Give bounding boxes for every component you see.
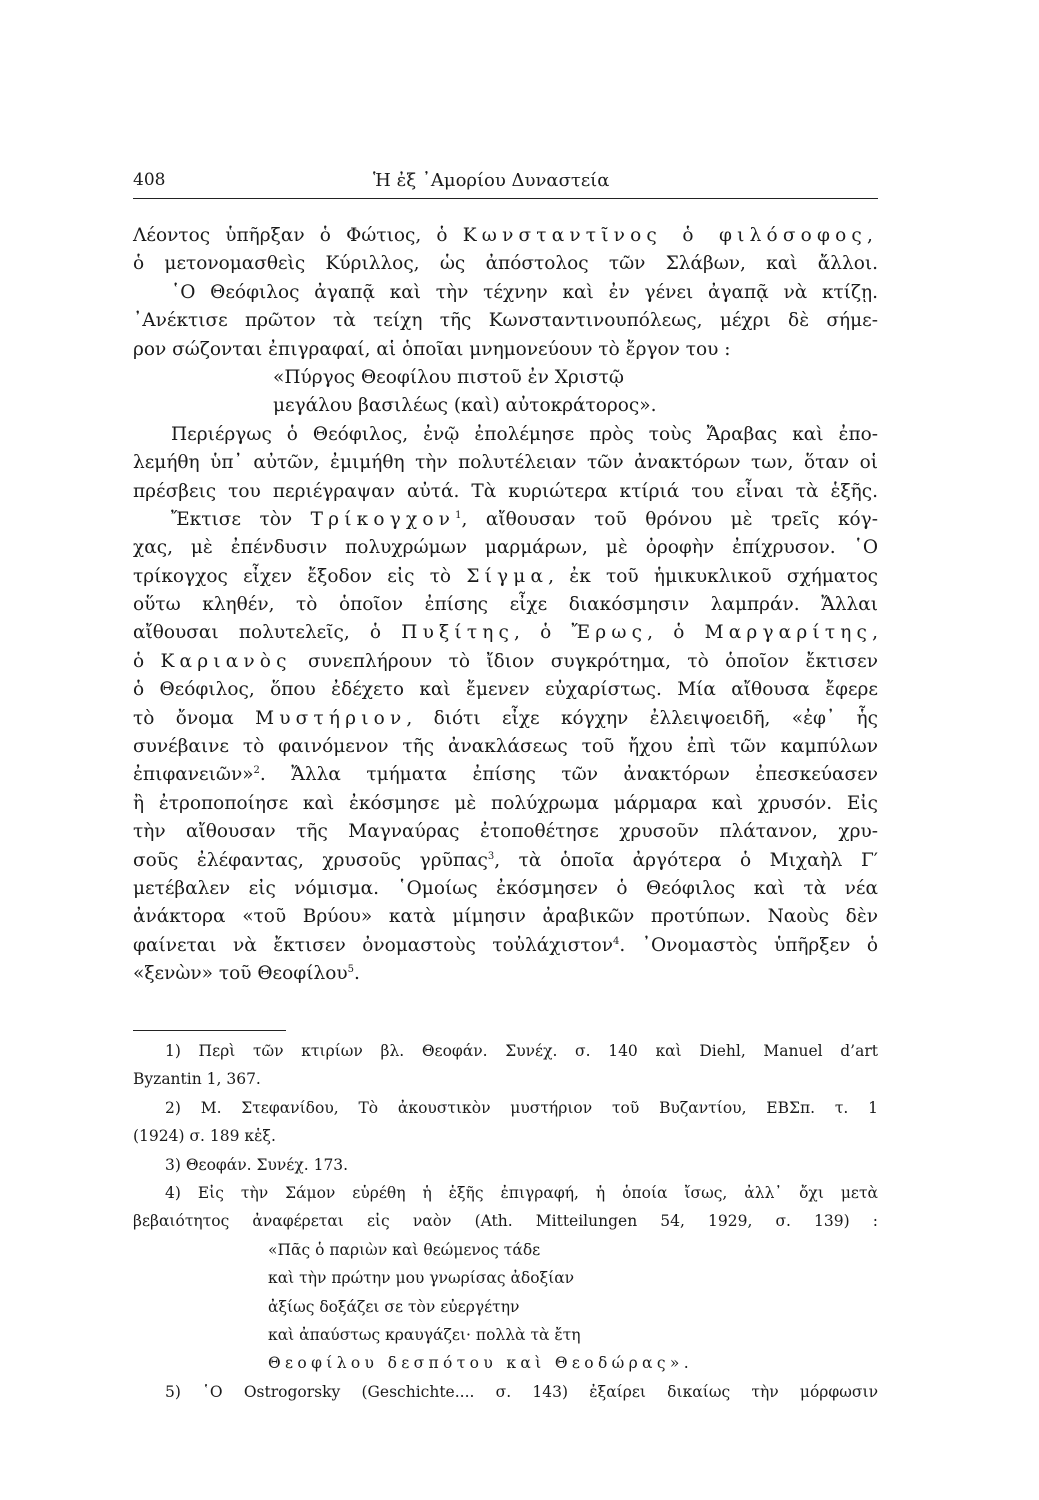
spaced-name: Τρίκογχον [310,508,456,530]
spaced-name: Κωνσταντῖνος ὁ φιλόσοφος, [462,225,879,246]
footnote-ref: 4 [612,935,620,947]
text-line: χας, μὲ ἐπένδυσιν πολυχρώμων μαρμάρων, μὲ ὀροφὴν ἐπίχρυσον. ῾Ο [133,537,878,559]
spaced-name: Ἔρως [571,622,648,644]
text-line: μετέβαλεν εἰς νόμισμα. ῾Ομοίως ἐκόσμησεν ὁ Θεόφιλος καὶ τὰ νέα [133,877,878,899]
text-line: ἐπιφανειῶν»$^2$. Ἄλλα τμήματα ἐπίσης τῶν ἀνακτόρων ἐπεσκεύασεν [133,764,878,786]
text-line: τὴν αἴθουσαν τῆς Μαγναύρας ἐτοποθέτησε χρυσοῦν πλάτανον, χρυ- [133,821,878,843]
footnote-inscription-line: ἀξίως δοξάζει σε τὸν εὐεργέτην [268,1297,520,1316]
footnote-line: Byzantin 1, 367. [133,1070,261,1089]
text-line: πρέσβεις του περιέγραψαν αὐτά. Τὰ κυριώτερα κτίριά του εἶναι τὰ ἑξῆς. [133,480,878,502]
spaced-name: Μαργαρίτης [704,622,873,644]
footnote-ref: 2 [253,765,260,777]
text-line: συνέβαινε τὸ φαινόμενον τῆς ἀνακλάσεως τοῦ ἤχου ἐπὶ τῶν καμπύλων [133,736,878,758]
running-title: Ἡ ἐξ ᾿Αμορίου Δυναστεία [373,170,610,191]
body-text [133,222,878,989]
inscription-line: μεγάλου βασιλέως (καὶ) αὐτοκράτορος». [273,395,657,417]
text-line: τρίκογχος εἶχεν ἔξοδον εἰς τὸ Σίγμα, ἐκ τοῦ ἡμικυκλικοῦ σχήματος [133,565,878,587]
footnote-line: βεβαιότητος ἀναφέρεται εἰς ναὸν (Ath. Mitteilungen 54, 1929, σ. 139) : [133,1212,878,1231]
text-line: λεμήθη ὑπ᾿ αὐτῶν, ἐμιμήθη τὴν πολυτέλειαν τῶν ἀνακτόρων των, ὅταν οἱ [133,452,878,474]
footnote-inscription-line: «Πᾶς ὁ παριὼν καὶ θεώμενος τάδε [268,1240,541,1259]
spaced-name: Πυξίτης [401,622,515,644]
footnote-line: 2) Μ. Στεφανίδου, Τὸ ἀκουστικὸν μυστήριον τοῦ Βυζαντίου, ΕΒΣπ. τ. 1 [165,1098,878,1117]
footnote-ref: 3 [487,850,495,862]
text-line: αἴθουσαι πολυτελεῖς, ὁ Πυξίτης, ὁ Ἔρως, ὁ Μαργαρίτης, [133,622,878,644]
footnote-inscription-line: καὶ τὴν πρώτην μου γνωρίσας ἀδοξίαν [268,1269,575,1288]
footnote-divider [133,1030,286,1031]
text-line: Ἔκτισε τὸν Τρίκογχον$^1$, αἴθουσαν τοῦ θρόνου μὲ τρεῖς κόγ- [171,508,878,530]
text-line: ρον σώζονται ἐπιγραφαί, αἱ ὁποῖαι μνημονεύουν τὸ ἔργον του : [133,338,731,360]
page-number: 408 [133,170,166,190]
footnote-inscription-line: Θεοφίλου δεσπότου καὶ Θεοδώρας». [268,1354,693,1373]
footnote-ref: 5 [347,964,354,975]
spaced-name: Σίγμα [466,565,549,587]
text-line: ὁ Καριανὸς συνεπλήρουν τὸ ἴδιον συγκρότημα, τὸ ὁποῖον ἔκτισεν [133,650,878,672]
spaced-name: Καριανὸς [160,650,292,672]
text-line: οὕτω κληθέν, τὸ ὁποῖον ἐπίσης εἶχε διακόσμησιν λαμπράν. Ἄλλαι [133,594,878,616]
footnote-line: 5) ῾Ο Ostrogorsky (Geschichte.... σ. 143) ἐξαίρει δικαίως τὴν μόρφωσιν [165,1382,878,1401]
text-line: ᾿Ανέκτισε πρῶτον τὰ τείχη τῆς Κωνσταντινουπόλεως, μέχρι δὲ σήμε- [133,310,878,332]
inscription-line: «Πύργος Θεοφίλου πιστοῦ ἐν Χριστῷ [273,366,624,388]
footnote-ref: 1 [455,509,462,521]
text-line: τὸ ὄνομα Μυστήριον, διότι εἶχε κόγχην ἐλλειψοειδῆ, «ἐφ᾿ ἧς [133,707,879,729]
text-line: ῾Ο Θεόφιλος ἀγαπᾷ καὶ τὴν τέχνην καὶ ἐν γένει ἀγαπᾷ νὰ κτίζῃ. [171,281,878,303]
footnote-line: 4) Εἰς τὴν Σάμον εὑρέθη ἡ ἑξῆς ἐπιγραφή, ἡ ὁποία ἴσως, ἀλλ᾿ ὄχι μετὰ [165,1183,878,1202]
footnote-inscription-line: καὶ ἀπαύστως κραυγάζει· πολλὰ τὰ ἔτη [268,1325,581,1344]
text-line: ὁ μετονομασθεὶς Κύριλλος, ὡς ἀπόστολος τῶν Σλάβων, καὶ ἄλλοι. [133,253,878,275]
text-line: φαίνεται νὰ ἔκτισεν ὀνομαστοὺς τοὐλάχιστον$^4$. ᾿Ονομαστὸς ὑπῆρξεν ὁ [133,934,878,956]
footnotes [133,1040,878,1409]
footnote-line: 1) Περὶ τῶν κτιρίων βλ. Θεοφάν. Συνέχ. σ. 140 καὶ Diehl, Manuel d’art [165,1042,878,1060]
text-line: ἀνάκτορα «τοῦ Βρύου» κατὰ μίμησιν ἀραβικῶν προτύπων. Ναοὺς δὲν [133,906,878,928]
spaced-name: Μυστήριον [255,707,407,729]
text-line: ὁ Θεόφιλος, ὅπου ἐδέχετο καὶ ἔμενεν εὐχαρίστως. Μία αἴθουσα ἔφερε [133,679,878,701]
page-header [133,170,878,199]
text-line: Λέοντος ὑπῆρξαν ὁ Φώτιος, ὁ Κωνσταντῖνος ὁ φιλόσοφος, [133,225,879,246]
text-line: «ξενὼν» τοῦ Θεοφίλου$^5$. [133,963,360,985]
text-line: σοῦς ἐλέφαντας, χρυσοῦς γρῦπας$^3$, τὰ ὁποῖα ἀργότερα ὁ Μιχαὴλ Γ′ [133,849,878,871]
footnote-line: 3) Θεοφάν. Συνέχ. 173. [165,1155,349,1174]
text-line: ἢ ἐτροποποίησε καὶ ἐκόσμησε μὲ πολύχρωμα μάρμαρα καὶ χρυσόν. Εἰς [133,792,878,814]
text-line: Περιέργως ὁ Θεόφιλος, ἐνῷ ἐπολέμησε πρὸς τοὺς Ἄραβας καὶ ἐπο- [171,423,878,445]
footnote-line: (1924) σ. 189 κἑξ. [133,1127,276,1146]
